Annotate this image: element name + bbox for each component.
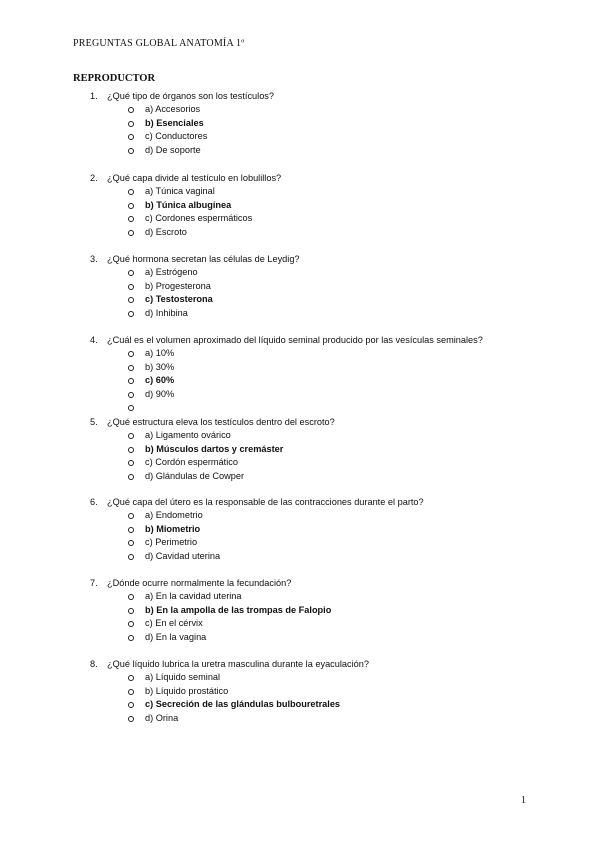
circle-bullet-icon [128,460,134,466]
answer-text: a) Ligamento ovárico [145,430,231,440]
question-text: ¿Qué tipo de órganos son los testículos? [107,91,275,101]
question-block [0,91,600,158]
answer-option [0,510,600,524]
question-line [0,173,600,186]
answer-option [0,551,600,565]
answer-text: d) Glándulas de Cowper [145,470,245,481]
answer-option [0,632,600,646]
question-line [0,659,600,672]
circle-bullet-icon [128,689,134,695]
question-text: ¿Qué capa divide al testículo en lobulillos? [107,173,282,183]
answer-option [0,375,600,389]
question-text: ¿Dónde ocurre normalmente la fecundación? [107,578,292,588]
question-number: 2. [90,173,98,183]
correct-answer-text: b) Miometrio [145,523,201,534]
page-number: 1 [521,795,526,806]
correct-answer-text: b) En la ampolla de las trompas de Falopio [145,604,332,615]
circle-bullet-icon [128,230,134,236]
question-number: 6. [90,497,98,507]
circle-bullet-icon [128,527,134,533]
answer-option [0,591,600,605]
answer-option [0,131,600,145]
answer-text: d) Inhibina [145,307,188,318]
answer-text: c) Conductores [145,131,208,142]
circle-bullet-icon [128,447,134,453]
answer-option [0,281,600,295]
circle-bullet-icon [128,635,134,641]
circle-bullet-icon [128,513,134,519]
answer-option [0,267,600,281]
question-block [0,578,600,645]
answer-option [0,471,600,485]
question-block [0,497,600,564]
answer-option [0,308,600,322]
answer-text: d) 90% [145,388,175,399]
question-number: 5. [90,417,98,427]
question-block [0,254,600,321]
answer-option [0,618,600,632]
circle-bullet-icon [128,311,134,317]
question-text: ¿Cuál es el volumen aproximado del líquido seminal producido por las vesículas seminales? [107,335,483,345]
answer-text: d) Orina [145,712,179,723]
answer-text: c) Cordones espermáticos [145,213,253,224]
answer-text: d) En la vagina [145,631,207,642]
question-number: 3. [90,254,98,264]
answer-option [0,686,600,700]
answer-option [0,402,600,416]
answer-option [0,524,600,538]
answer-text: a) En la cavidad uterina [145,591,242,601]
correct-answer-text: c) 60% [145,375,175,386]
answer-option [0,200,600,214]
correct-answer-text: b) Túnica albugínea [145,199,232,210]
answer-text: c) Perimetrio [145,537,198,548]
circle-bullet-icon [128,716,134,722]
question-text: ¿Qué líquido lubrica la uretra masculina durante la eyaculación? [107,659,369,669]
answer-text: b) Progesterona [145,280,211,291]
question-line [0,335,600,348]
answer-option [0,145,600,159]
answer-option [0,457,600,471]
circle-bullet-icon [128,594,134,600]
circle-bullet-icon [128,474,134,480]
question-block [0,659,600,726]
question-block [0,173,600,240]
circle-bullet-icon [128,203,134,209]
answer-option [0,118,600,132]
answer-option [0,104,600,118]
circle-bullet-icon [128,270,134,276]
circle-bullet-icon [128,702,134,708]
answer-text: a) Líquido seminal [145,672,221,682]
question-text: ¿Qué capa del útero es la responsable de las contracciones durante el parto? [107,497,424,507]
answer-text: c) Cordón espermático [145,457,238,468]
answer-text: d) Escroto [145,226,187,237]
answer-option [0,227,600,241]
answer-option [0,713,600,727]
circle-bullet-icon [128,297,134,303]
circle-bullet-icon [128,121,134,127]
correct-answer-text: c) Testosterona [145,294,213,305]
answer-text: d) De soporte [145,144,201,155]
question-block [0,335,600,416]
question-number: 7. [90,578,98,588]
answer-option [0,537,600,551]
circle-bullet-icon [128,351,134,357]
answer-text: a) Estrógeno [145,267,198,277]
answer-option [0,348,600,362]
page-header: PREGUNTAS GLOBAL ANATOMÍA 1º [73,38,245,49]
answer-text: b) 30% [145,361,175,372]
answer-text: d) Cavidad uterina [145,550,221,561]
question-block [0,417,600,484]
circle-bullet-icon [128,392,134,398]
answer-text: a) Accesorios [145,104,201,114]
question-line [0,578,600,591]
circle-bullet-icon [128,365,134,371]
answer-text: a) Endometrio [145,510,203,520]
answer-text: a) Túnica vaginal [145,186,215,196]
answer-option [0,430,600,444]
answer-text: b) Líquido prostático [145,685,229,696]
answer-option [0,605,600,619]
answer-option [0,672,600,686]
circle-bullet-icon [128,540,134,546]
circle-bullet-icon [128,675,134,681]
answer-option [0,699,600,713]
circle-bullet-icon [128,608,134,614]
question-line [0,497,600,510]
answer-option [0,444,600,458]
circle-bullet-icon [128,433,134,439]
correct-answer-text: b) Músculos dartos y cremáster [145,443,284,454]
circle-bullet-icon [128,189,134,195]
question-text: ¿Qué estructura eleva los testículos dentro del escroto? [107,417,335,427]
circle-bullet-icon [128,378,134,384]
question-number: 8. [90,659,98,669]
answer-text: c) En el cérvix [145,618,203,629]
section-title: REPRODUCTOR [73,73,156,84]
answer-option [0,186,600,200]
question-number: 4. [90,335,98,345]
circle-bullet-icon [128,148,134,154]
answer-option [0,294,600,308]
answer-option [0,213,600,227]
correct-answer-text: b) Esenciales [145,117,204,128]
question-line [0,91,600,104]
answer-option [0,389,600,403]
circle-bullet-icon [128,216,134,222]
question-line [0,417,600,430]
circle-bullet-icon [128,134,134,140]
circle-bullet-icon [128,405,134,411]
correct-answer-text: c) Secreción de las glándulas bulbouretrales [145,699,341,710]
circle-bullet-icon [128,284,134,290]
circle-bullet-icon [128,621,134,627]
answer-option [0,362,600,376]
question-text: ¿Qué hormona secretan las células de Leydig? [107,254,300,264]
question-number: 1. [90,91,98,101]
question-line [0,254,600,267]
circle-bullet-icon [128,554,134,560]
answer-text: a) 10% [145,348,175,358]
circle-bullet-icon [128,107,134,113]
